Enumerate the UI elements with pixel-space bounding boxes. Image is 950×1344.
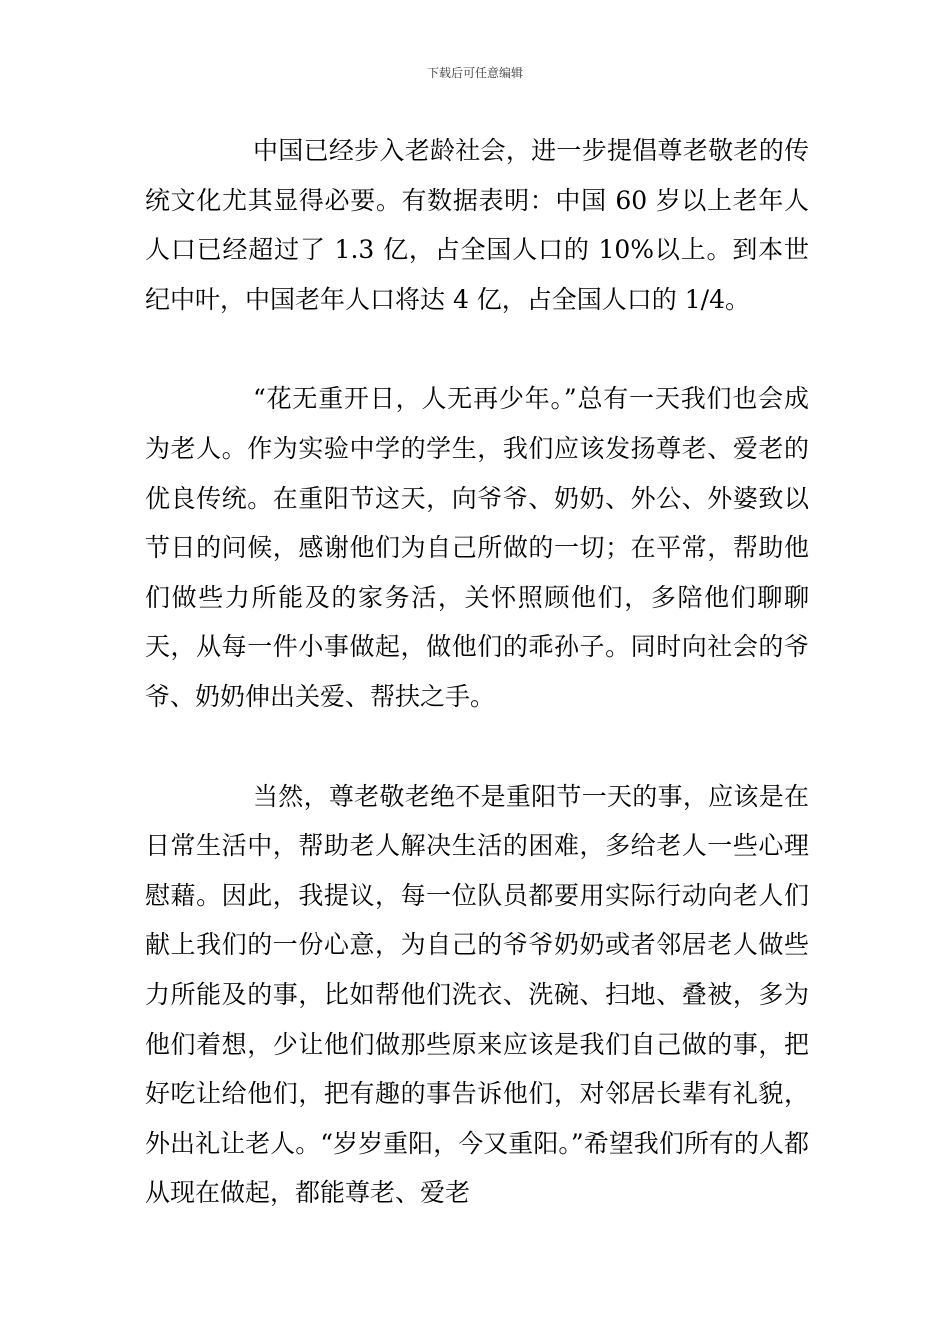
paragraph-aging-society: 中国已经步入老龄社会，进一步提倡尊老敬老的传统文化尤其显得必要。有数据表明：中国 60 岁以上老年人人口已经超过了 1.3 亿，占全国人口的 10%以上。到本世纪中叶，中国老年人口将达 4 亿，占全国人口的 1/4。	[145, 136, 809, 314]
paragraph-respect-elders: “花无重开日，人无再少年。”总有一天我们也会成为老人。作为实验中学的学生，我们应该发扬尊老、爱老的优良传统。在重阳节这天，向爷爷、奶奶、外公、外婆致以节日的问候，感谢他们为自己所做的一切；在平常，帮助他们做些力所能及的家务活，关怀照顾他们，多陪他们聊聊天，从每一件小事做起，做他们的乖孙子。同时向社会的爷爷、奶奶伸出关爱、帮扶之手。	[145, 384, 809, 711]
paragraph-daily-action: 当然，尊老敬老绝不是重阳节一天的事，应该是在日常生活中，帮助老人解决生活的困难，多给老人一些心理慰藉。因此，我提议，每一位队员都要用实际行动向老人们献上我们的一份心意，为自己的爷爷奶奶或者邻居老人做些力所能及的事，比如帮他们洗衣、洗碗、扫地、叠被，多为他们着想，少让他们做那些原来应该是我们自己做的事，把好吃让给他们，把有趣的事告诉他们，对邻居长辈有礼貌，外出礼让老人。“岁岁重阳，今又重阳。”希望我们所有的人都从现在做起，都能尊老、爱老	[145, 781, 809, 1208]
page-header-note: 下载后可任意编辑	[426, 66, 523, 80]
document-body	[145, 126, 809, 1218]
